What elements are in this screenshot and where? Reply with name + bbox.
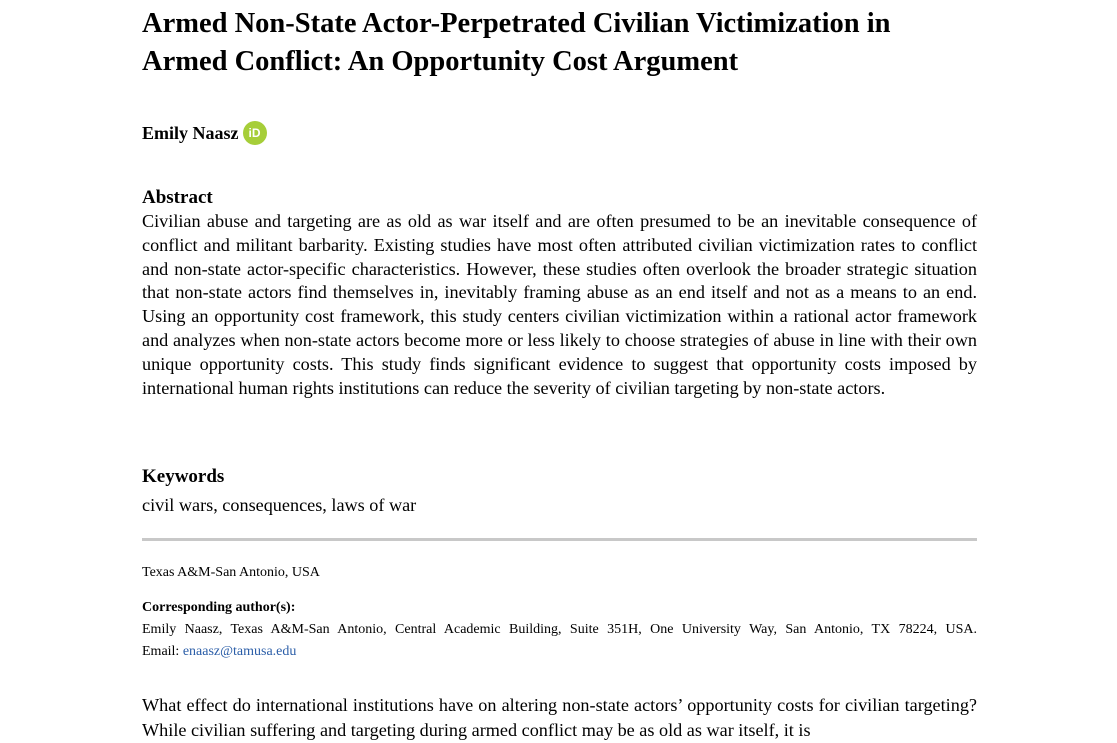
orcid-icon[interactable]: iD [243, 121, 267, 145]
corresponding-author-address: Emily Naasz, Texas A&M-San Antonio, Central Academic Building, Suite 351H, One University Way, San Antonio, TX 78224, USA. [142, 622, 977, 637]
author-line [142, 120, 267, 146]
abstract-text: Civilian abuse and targeting are as old as war itself and are often presumed to be an inevitable consequence of conflict and militant barbarity. Existing studies have most often attributed civilian victimization rates to conflict and non-state actor-specific characteristics. However, these studies often overlook the broader strategic situation that non-state actors find themselves in, inevitably framing abuse as an end itself and not as a means to an end. Using an opportunity cost framework, this study centers civilian victimization within a rational actor framework and analyzes when non-state actors become more or less likely to choose strategies of abuse in line with their own unique opportunity costs. This study finds significant evidence to suggest that opportunity costs imposed by international human rights institutions can reduce the severity of civilian targeting by non-state actors. [142, 211, 977, 398]
article-title: Armed Non-State Actor-Perpetrated Civilian Victimization in Armed Conflict: An Opportunity Cost Argument [142, 8, 891, 77]
abstract-heading: Abstract [142, 187, 213, 208]
author-name: Emily Naasz [142, 122, 239, 143]
email-label: Email: [142, 644, 183, 659]
section-divider [142, 538, 977, 541]
keywords-text: civil wars, consequences, laws of war [142, 495, 417, 515]
email-link[interactable]: enaasz@tamusa.edu [182, 644, 297, 659]
corresponding-author-details [142, 619, 977, 663]
keywords-heading: Keywords [142, 466, 225, 487]
body-paragraph: What effect do international institutions have on altering non-state actors’ opportunity costs for civilian targeting? While civilian suffering and targeting during armed conflict may be as old as war itself, it is [142, 695, 977, 740]
corresponding-author-heading: Corresponding author(s): [142, 600, 296, 615]
email-line [142, 641, 977, 663]
author-affiliation: Texas A&M-San Antonio, USA [142, 565, 320, 580]
